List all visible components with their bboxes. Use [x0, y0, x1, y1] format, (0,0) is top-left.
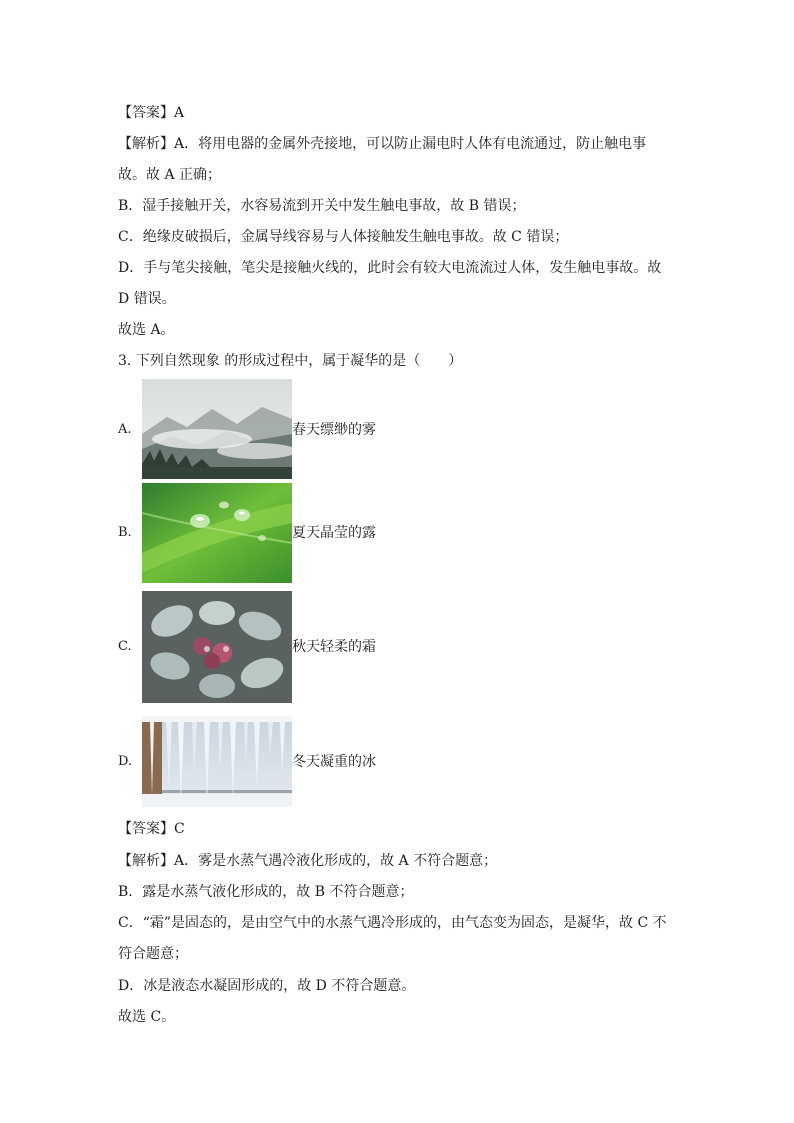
analysis-line: D．手与笔尖接触，笔尖是接触火线的，此时会有较大电流流过人体，发生触电事故。故 — [118, 260, 662, 276]
dew-leaf-image — [142, 483, 292, 583]
option-b-letter: B. — [118, 525, 132, 540]
foggy-mountain-image — [142, 379, 292, 479]
analysis-line: 【解析】A．将用电器的金属外壳接地，可以防止漏电时人体有电流通过，防止触电事 — [118, 136, 647, 152]
option-a-text: 春天缥缈的雾 — [292, 422, 376, 438]
conclusion-line: 故选 C。 — [118, 1009, 176, 1025]
analysis-line: D 错误。 — [118, 291, 176, 307]
analysis-line: D．冰是液态水凝固形成的，故 D 不符合题意。 — [118, 978, 416, 994]
analysis-line: C．“霜”是固态的，是由空气中的水蒸气遇冷形成的，由气态变为固态，是凝华，故 C 不 — [118, 915, 667, 931]
icicles-image — [142, 716, 292, 807]
answer-label-2: 【答案】C — [118, 821, 185, 837]
answer-label-1: 【答案】A — [118, 105, 185, 121]
conclusion-line: 故选 A。 — [118, 322, 175, 338]
option-d-letter: D. — [118, 754, 133, 769]
option-d-text: 冬天凝重的冰 — [292, 754, 376, 770]
analysis-line: 【解析】A．雾是水蒸气遇冷液化形成的，故 A 不符合题意； — [118, 853, 498, 869]
question-stem: 3. 下列自然现象 的形成过程中，属于凝华的是（ ） — [118, 353, 463, 369]
option-a-letter: A. — [118, 422, 132, 437]
option-b-text: 夏天晶莹的露 — [292, 525, 376, 541]
option-c-letter: C. — [118, 639, 132, 654]
analysis-line: B．露是水蒸气液化形成的，故 B 不符合题意； — [118, 884, 414, 900]
analysis-line: C．绝缘皮破损后，金属导线容易与人体接触发生触电事故。故 C 错误； — [118, 229, 569, 245]
analysis-line: 符合题意； — [118, 946, 188, 962]
analysis-line: B．湿手接触开关，水容易流到开关中发生触电事故，故 B 错误； — [118, 198, 526, 214]
option-c-text: 秋天轻柔的霜 — [292, 639, 376, 655]
frost-plant-image — [142, 591, 292, 703]
analysis-line: 故。故 A 正确； — [118, 167, 222, 183]
